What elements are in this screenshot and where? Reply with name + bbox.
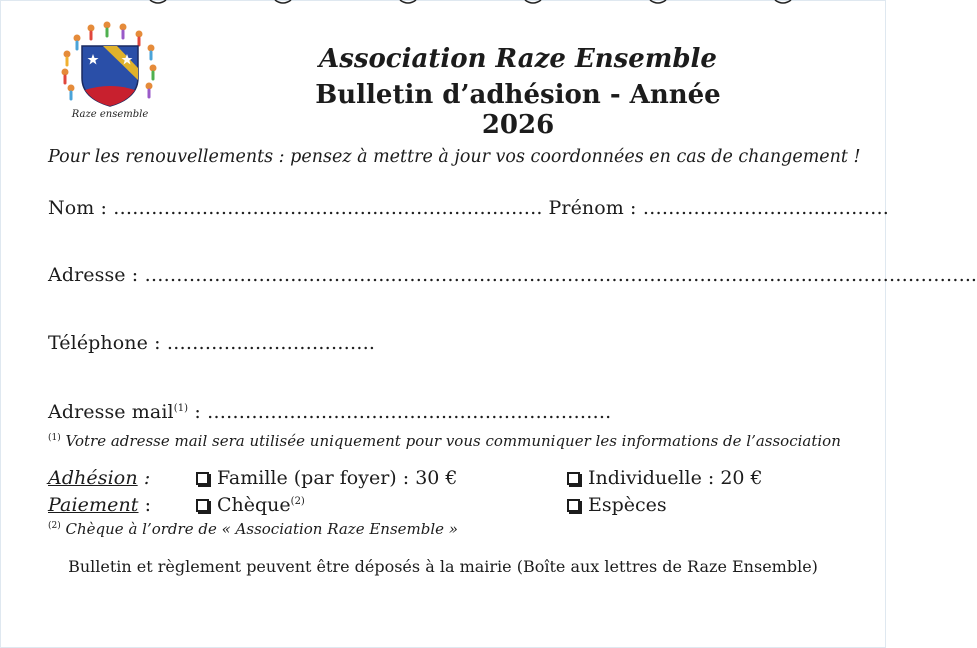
address-row bbox=[48, 264, 977, 286]
adhesion-label: Adhésion bbox=[48, 467, 138, 489]
top-decoration bbox=[0, 0, 886, 6]
adhesion-label-group bbox=[48, 467, 150, 489]
adhesion-colon: : bbox=[143, 467, 151, 489]
logo-text: Raze ensemble bbox=[71, 109, 149, 120]
organization-name: Association Raze Ensemble bbox=[319, 44, 717, 74]
adresse-field[interactable]: ……………………..…………..………………..……………………..………………..…………………….. bbox=[144, 264, 977, 286]
phone-row bbox=[48, 332, 375, 354]
paiement-especes-label: Espèces bbox=[588, 494, 667, 516]
adhesion-individuelle-label: Individuelle : 20 € bbox=[588, 467, 763, 489]
checkbox-icon[interactable] bbox=[567, 472, 580, 485]
cheque-footnote-ref: (2) bbox=[290, 496, 305, 507]
nom-label: Nom : bbox=[48, 197, 108, 219]
name-row bbox=[48, 197, 889, 219]
telephone-label: Téléphone : bbox=[48, 332, 161, 354]
paiement-colon: : bbox=[144, 494, 152, 516]
email-row bbox=[48, 401, 611, 423]
adresse-label: Adresse : bbox=[48, 264, 139, 286]
crest-icon bbox=[55, 20, 165, 120]
paiement-cheque-option[interactable] bbox=[196, 494, 305, 516]
cheque-footnote-marker: (2) bbox=[48, 521, 61, 531]
checkbox-icon[interactable] bbox=[196, 499, 209, 512]
prenom-field[interactable]: ………………………..………. bbox=[642, 197, 889, 219]
paiement-cheque-label: Chèque bbox=[217, 494, 291, 516]
mail-footnote-marker: (1) bbox=[48, 433, 61, 443]
adhesion-famille-option[interactable] bbox=[196, 467, 458, 489]
paiement-especes-option[interactable] bbox=[567, 494, 667, 516]
association-logo bbox=[55, 20, 165, 120]
mail-label: Adresse mail bbox=[48, 401, 174, 423]
form-title: Bulletin d’adhésion - Année 2026 bbox=[315, 80, 721, 140]
nom-field[interactable]: ……………………..……………..……………………. bbox=[113, 197, 543, 219]
renewal-notice: Pour les renouvellements : pensez à mettre à jour vos coordonnées en cas de changement ! bbox=[48, 147, 861, 167]
adhesion-famille-label: Famille (par foyer) : 30 € bbox=[217, 467, 458, 489]
adhesion-individuelle-option[interactable] bbox=[567, 467, 763, 489]
cheque-footnote bbox=[48, 520, 458, 538]
checkbox-icon[interactable] bbox=[567, 499, 580, 512]
mail-field[interactable]: ……………….………………..……………………. bbox=[206, 401, 612, 423]
mail-colon: : bbox=[194, 401, 201, 423]
mail-footnote bbox=[48, 432, 841, 450]
telephone-field[interactable]: …………..………………. bbox=[166, 332, 375, 354]
mail-footnote-text: Votre adresse mail sera utilisée uniquement pour vous communiquer les informations de l’association bbox=[65, 432, 841, 450]
mail-footnote-ref: (1) bbox=[173, 403, 189, 414]
paiement-label-group bbox=[48, 494, 151, 516]
prenom-label: Prénom : bbox=[548, 197, 637, 219]
checkbox-icon[interactable] bbox=[196, 472, 209, 485]
paiement-label: Paiement bbox=[48, 494, 139, 516]
cheque-footnote-text: Chèque à l’ordre de « Association Raze Ensemble » bbox=[65, 520, 458, 538]
footer-note: Bulletin et règlement peuvent être déposés à la mairie (Boîte aux lettres de Raze Ensemble) bbox=[68, 557, 818, 576]
